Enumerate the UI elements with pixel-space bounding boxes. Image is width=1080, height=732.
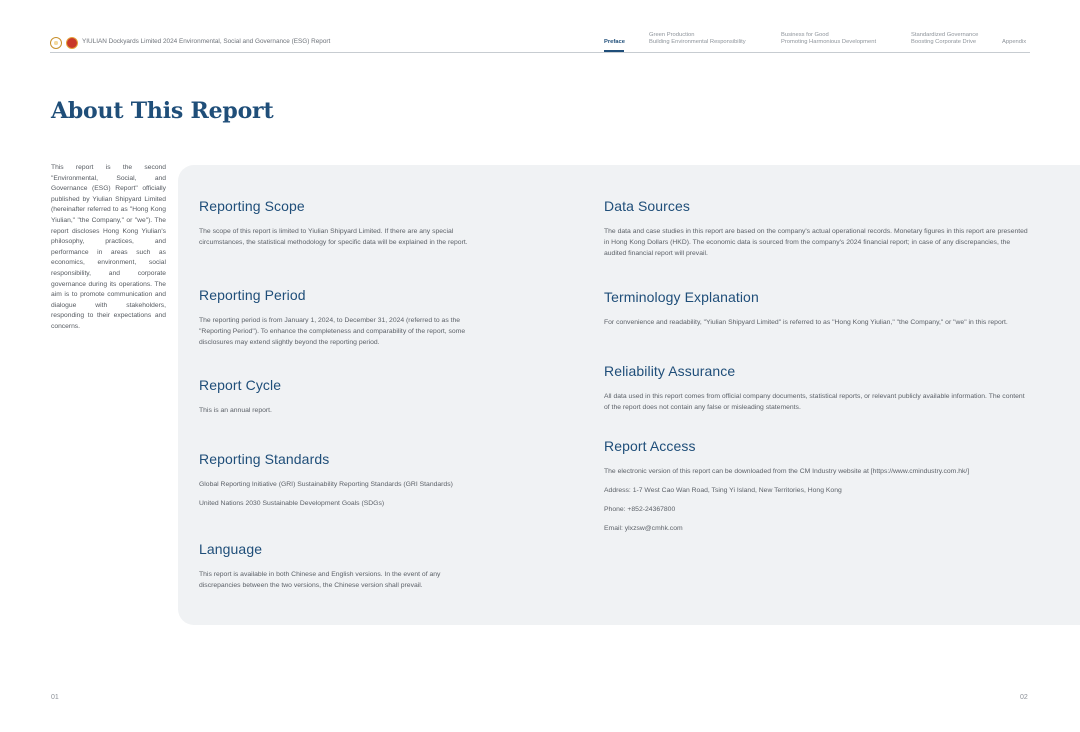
nav-appendix[interactable]: Appendix — [1002, 39, 1027, 45]
page-number-left: 01 — [51, 694, 59, 701]
section-text: The reporting period is from January 1, 2024, to December 31, 2024 (referred to as the "Reporting Period"). To enhance the completeness and comparability of the report, some disclosures may extend slightly beyond the reporting period. — [199, 317, 466, 346]
document-title: YIULIAN Dockyards Limited 2024 Environmental, Social and Governance (ESG) Report — [82, 38, 331, 45]
section-title: Reporting Scope — [199, 198, 305, 214]
section-report-access — [604, 438, 1032, 534]
section-text: United Nations 2030 Sustainable Development Goals (SDGs) — [199, 500, 385, 507]
section-text: All data used in this report comes from official company documents, statistical reports, or relevant publicly available information. The content of the report does not contain any false or misleading statements. — [604, 393, 1025, 411]
phone-text: Phone: +852-24367800 — [604, 506, 676, 513]
section-reporting-standards — [199, 451, 479, 509]
section-title: Data Sources — [604, 198, 691, 214]
section-title: Language — [199, 541, 263, 557]
nav-business-for-good[interactable]: Business for Good Promoting Harmonious Development — [781, 32, 877, 45]
section-report-cycle — [199, 377, 479, 416]
section-title: Report Access — [604, 438, 696, 454]
website-text: The electronic version of this report can be downloaded from the CM Industry website at [https://www.cmindustry.com.hk/] — [604, 468, 970, 475]
nav-active-indicator — [604, 50, 624, 52]
section-text: The data and case studies in this report are based on the company's actual operational records. Monetary figures in this report are presented in Hong Kong Dollars (HKD). The economic data is sourced from the company's 2024 financial report; in case of any discrepancies, the audited financial report will prevail. — [604, 228, 1028, 257]
address-text: Address: 1-7 West Cao Wan Road, Tsing Yi Island, New Territories, Hong Kong — [604, 487, 842, 494]
header-logos — [50, 37, 78, 49]
section-title: Terminology Explanation — [604, 289, 759, 305]
section-reporting-period — [199, 287, 479, 348]
section-language — [199, 541, 479, 591]
group-logo-icon — [66, 37, 78, 49]
section-data-sources — [604, 198, 1032, 259]
section-title: Reporting Standards — [199, 451, 330, 467]
section-reporting-scope — [199, 198, 479, 248]
page-number-right: 02 — [1020, 694, 1028, 701]
nav-preface[interactable]: Preface — [604, 39, 625, 45]
section-reliability — [604, 363, 1032, 413]
section-text: This is an annual report. — [199, 407, 272, 414]
nav-green-production[interactable]: Green Production Building Environmental Responsibility — [649, 32, 746, 45]
section-text: The scope of this report is limited to Yiulian Shipyard Limited. If there are any special circumstances, the statistical methodology for specific data will be explained in the report. — [199, 228, 468, 246]
page-title: About This Report — [51, 98, 274, 124]
section-text: For convenience and readability, "Yiulian Shipyard Limited" is referred to as "Hong Kong Yiulian," "the Company," or "we" in this report. — [604, 319, 1008, 326]
report-header — [50, 30, 1030, 53]
section-terminology — [604, 289, 1032, 328]
section-text: This report is available in both Chinese and English versions. In the event of any discrepancies between the two versions, the Chinese version shall prevail. — [199, 571, 441, 589]
section-text: Global Reporting Initiative (GRI) Sustainability Reporting Standards (GRI Standards) — [199, 481, 453, 488]
company-logo-icon — [50, 37, 62, 49]
email-text: Email: ylxzsw@cmhk.com — [604, 525, 683, 532]
nav-standardized-governance[interactable]: Standardized Governance Boosting Corporate Drive — [911, 32, 979, 45]
section-title: Reporting Period — [199, 287, 306, 303]
section-title: Reliability Assurance — [604, 363, 736, 379]
section-title: Report Cycle — [199, 377, 282, 393]
intro-paragraph: This report is the second "Environmental, Social, and Governance (ESG) Report" officially published by Yiulian Shipyard Limited (hereinafter referred to as "Hong Kong Yiulian," "the Company," or "we"). The report discloses Hong Kong Yiulian's philosophy, practices, and performance in areas such as economics, environment, social responsibility, and corporate governance during its operations. The aim is to promote communication and dialogue with stakeholders, responding to their expectations and concerns. — [51, 164, 166, 330]
